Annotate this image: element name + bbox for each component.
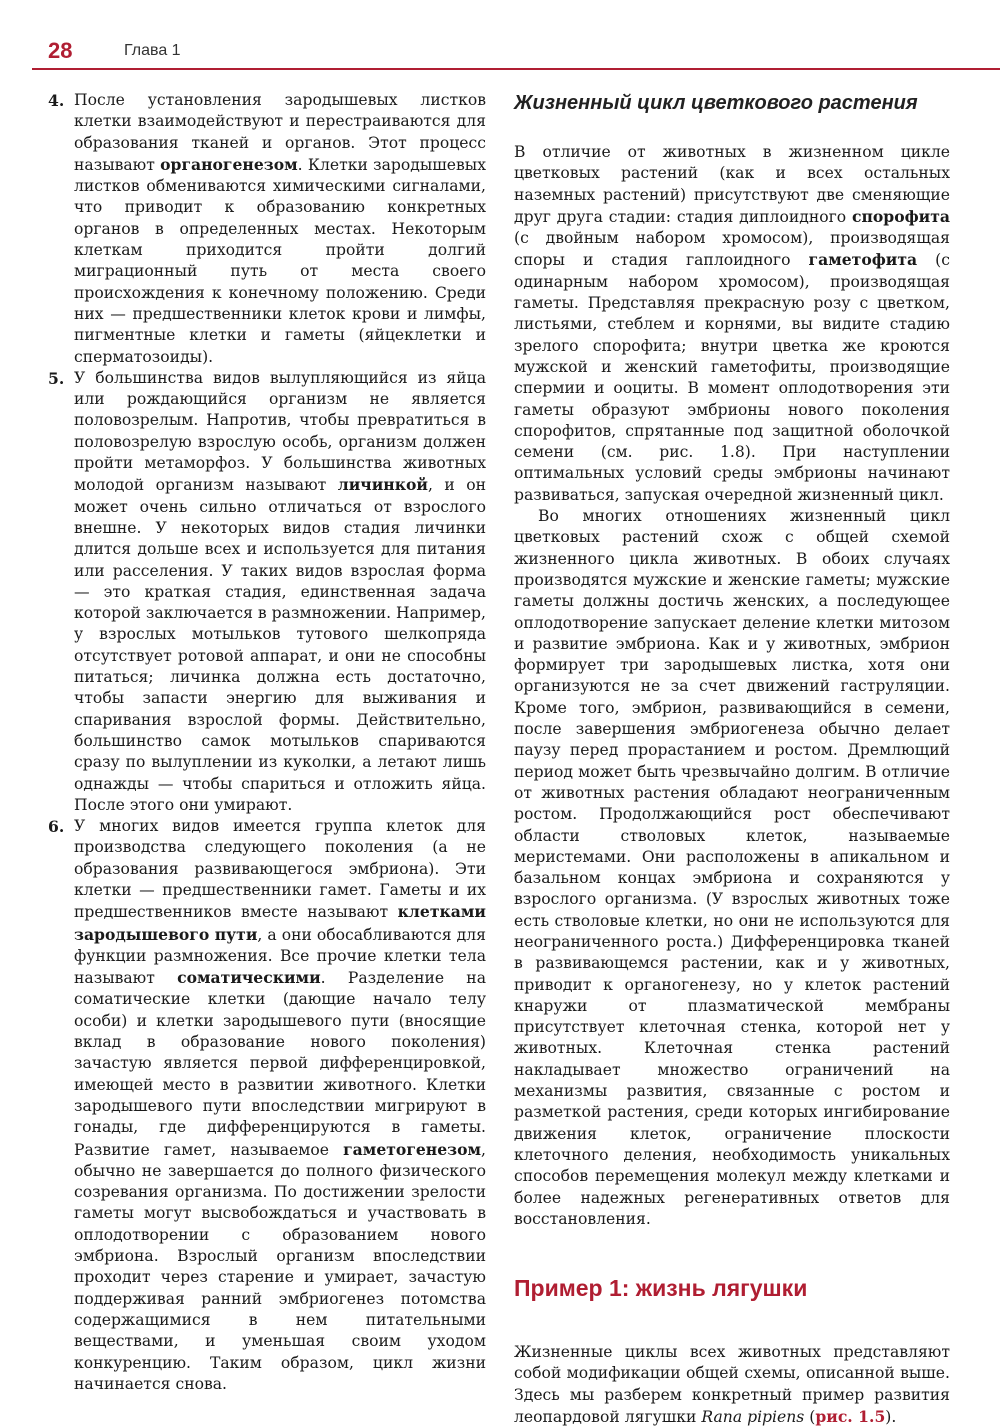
page-header [0, 0, 1000, 70]
term-somatic: соматическими [177, 968, 321, 988]
term-sporophyte: спорофита [851, 206, 950, 226]
list-item-6 [48, 816, 486, 1395]
list-number: 6. [48, 817, 65, 837]
term-gametophyte: гаметофита [808, 250, 918, 270]
page-number: 28 [48, 38, 73, 63]
list-item-4 [48, 90, 486, 368]
list-item-text: У многих видов имеется группа клеток для производства следующего поколения (а не образования развивающегося эмбриона). Эти клетки — предшественники гамет. Гаметы и их предшественников вместе называют клетками зародышевого пути, а они обосабливаются для функции размножения. Все прочие клетки тела называют соматическими. Разделение на соматические клетки (дающие начало телу особи) и клетки зародышевого пути (вносящие вклад в образование нового поколения) зачастую является первой дифференцировкой, имеющей место в развитии животного. Клетки зародышевого пути впоследствии мигрируют в гонады, где дифференцируются в гаметы. Развитие гамет, называемое гаметогенезом, обычно не завершается до полного физического созревания организма. По достижении зрелости гаметы могут высвобождаться и участвовать в оплодотворении с образованием нового эмбриона. Взрослый организм впоследствии проходит через старение и умирает, зачастую поддерживая ранний эмбриогенез потомства содержащимися в нем питательными веществами, и уменьшая своим уходом конкуренцию. Таким образом, цикл жизни начинается снова. [74, 817, 487, 1393]
left-column [48, 90, 486, 1395]
species-name: Rana pipiens [701, 1408, 805, 1427]
term-organogenesis: органогенезом [160, 154, 298, 174]
paragraph: В отличие от животных в жизненном цикле цветковых растений (как и всех остальных наземных растений) присутствуют две сменяющие друг друга стадии: стадия диплоидного спорофита (с двойным набором хромосом), производящая споры и стадия гаплоидного гаметофита (с одинарным набором хромосом), производящая гаметы. Представляя прекрасную розу с цветком, листьями, стеблем и корнями, вы видите стадию зрелого спорофита; внутри цветка же кроются мужской и женский гаметофиты, производящие спермии и ооциты. В момент оплодотворения эти гаметы образуют эмбрионы нового поколения спорофитов, спрятанные под защитной оболочкой семени (см. рис. 1.8). При наступлении оптимальных условий среды эмбрионы начинают развиваться, запуская очередной жизненный цикл. [514, 143, 951, 504]
list-number: 4. [48, 91, 65, 110]
paragraph: Во многих отношениях жизненный цикл цветковых растений схож с общей схемой жизненного цикла животных. В обоих случаях производятся мужские и женские гаметы; мужские гаметы должны достичь женских, а последующее оплодотворение запускает деление клетки митозом и развитие эмбриона. Как и у животных, эмбрион формирует три зародышевых листка, хотя они организуются не за счет движений гаструляции. Кроме того, эмбрион, развивающийся в семени, после завершения эмбриогенеза обычно делает паузу перед прорастанием и ростом. Дремлющий период может быть чрезвычайно долгим. В отличие от животных растения обладают неограниченным ростом. Продолжающийся рост обеспечивают области стволовых клеток, называемые меристемами. Они расположены в апикальном и базальном концах эмбриона и сохраняются у взрослого организма. (У взрослых животных тоже есть стволовые клетки, но они не используются для неограниченного роста.) Дифференцировка тканей в развивающемся растении, как и у животных, приводит к органогенезу, но у клеток растений кнаружи от плазматической мембраны присутствует клеточная стенка, которой нет у животных. Клеточная стенка растений накладывает множество ограничений на механизмы развития, связанные с ростом и разметкой растения, среди которых ингибирование движения клеток, ограничение плоскости клеточного деления, необходимость уникальных способов перемещения молекул между клетками и более надежных регенеративных ответов для восстановления. [514, 507, 950, 1228]
list-number: 5. [48, 368, 65, 388]
term-gametogenesis: гаметогенезом [343, 1139, 482, 1159]
section-title: Жизненный цикл цветкового растения [514, 92, 918, 114]
header-rule [32, 68, 1000, 70]
list-item-text: После установления зародышевых листков клетки взаимодействуют и перестраиваются для образования тканей и органов. Этот процесс называют органогенезом. Клетки зародышевых листков обмениваются химическими сигналами, что приводит к образованию конкретных органов в определенных местах. Некоторым клеткам приходится пройти долгий миграционный путь от места своего происхождения к конечному положению. Среди них — предшественники клеток крови и лимфы, пигментные клетки и гаметы (яйцеклетки и сперматозоиды). [74, 91, 487, 366]
right-column [514, 90, 950, 1428]
list-item-text: У большинства видов вылупляющийся из яйца или рождающийся организм не является половозрелым. Напротив, чтобы превратиться в половозрелую взрослую особь, организм должен пройти метаморфоз. У большинства животных молодой организм называют личинкой, и он может очень сильно отличаться от взрослого внешне. У некоторых видов стадия личинки длится дольше всех и используется для питания или расселения. У таких видов взрослая форма — это краткая стадия, единственная задача которой заключается в размножении. Например, у взрослых мотыльков тутового шелкопряда отсутствует ротовой аппарат, и они не способны питаться; личинка должна есть достаточно, чтобы запасти энергию для выживания и спаривания взрослой формы. Действительно, большинство самок мотыльков спариваются сразу по вылуплении из куколки, а летают лишь однажды — чтобы спариться и отложить яйца. После этого они умирают. [74, 368, 487, 814]
term-larva: личинкой [337, 475, 428, 495]
term-germ-line-cells: клетками зародышевого пути [74, 902, 486, 944]
paragraph: Жизненные циклы всех животных представляют собой модификации общей схемы, описанной выше. Здесь мы разберем конкретный пример развития леопардовой лягушки Rana pipiens (рис. 1.5). [514, 1343, 950, 1427]
chapter-title: Глава 1 [124, 42, 181, 59]
list-item-5 [48, 368, 486, 816]
example-title: Пример 1: жизнь лягушки [514, 1275, 808, 1302]
figure-reference-link[interactable]: рис. 1.5 [815, 1407, 886, 1427]
